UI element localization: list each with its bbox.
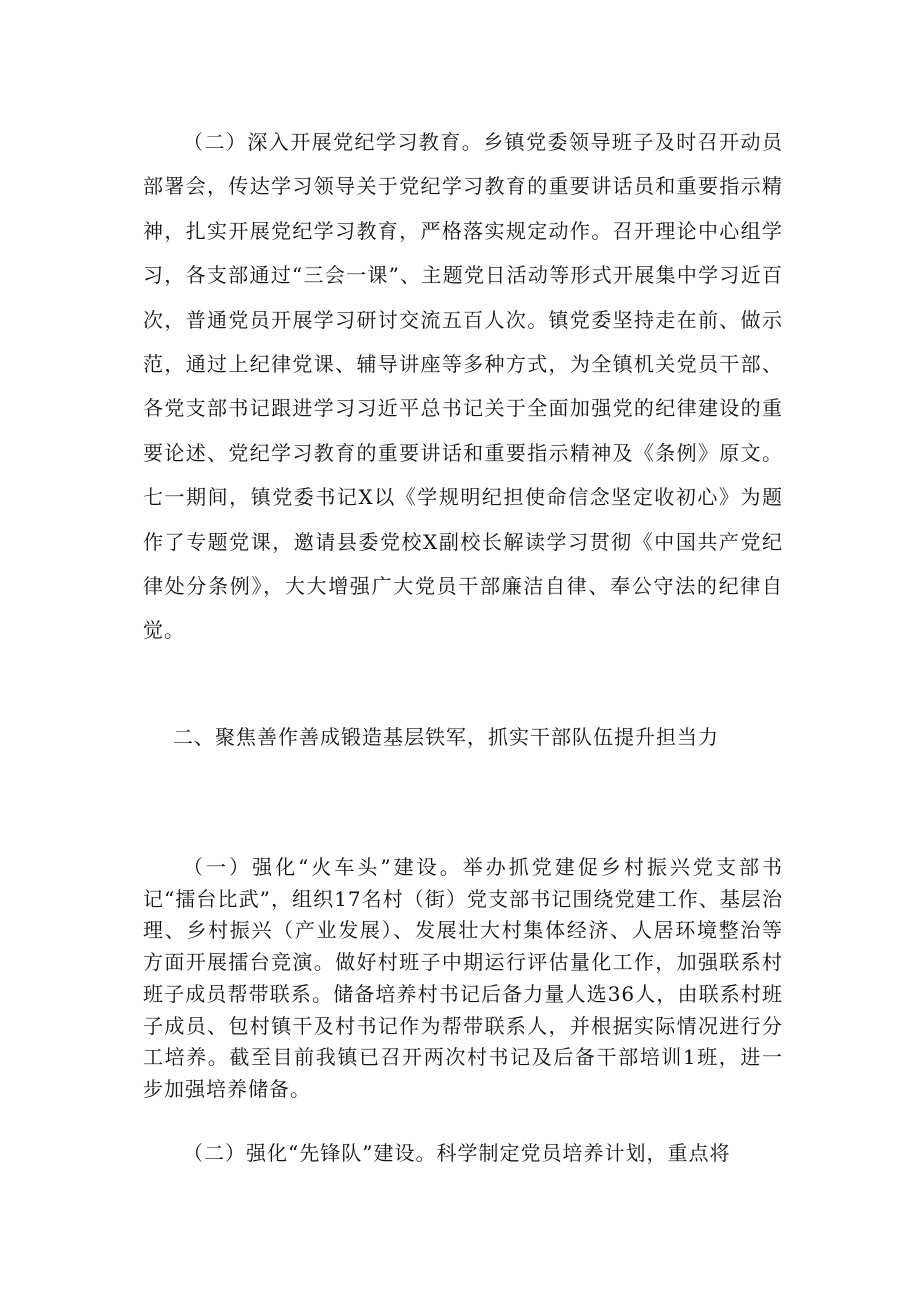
body-paragraph-locomotive-building: （一）强化“火车头”建设。举办抓党建促乡村振兴党支部书记“擂台比武”，组织17名村（街）党支部书记围绕党建工作、基层治理、乡村振兴（产业发展）、发展壮大村集体经济、人居环境整治等方面开展擂台竞演。做好村班子中期运行评估量化工作，加强联系村班子成员帮带联系。储备培养村书记后备力量人选36人，由联系村班子成员、包村镇干及村书记作为帮带联系人，并根据实际情况进行分工培养。截至目前我镇已召开两次村书记及后备干部培训1班，进一步加强培养储备。: [143, 855, 783, 1101]
body-paragraph-vanguard-building: （二）强化“先锋队”建设。科学制定党员培养计划，重点将: [183, 1141, 731, 1165]
section-heading: 二、聚焦善作善成锻造基层铁军，抓实干部队伍提升担当力: [173, 725, 719, 749]
body-paragraph-party-discipline-education: （二）深入开展党纪学习教育。乡镇党委领导班子及时召开动员部署会，传达学习领导关于党纪学习教育的重要讲话员和重要指示精神，扎实开展党纪学习教育，严格落实规定动作。召开理论中心组学习，各支部通过“三会一课”、主题党日活动等形式开展集中学习近百次，普通党员开展学习研讨交流五百人次。镇党委坚持走在前、做示范，通过上纪律党课、辅导讲座等多种方式，为全镇机关党员干部、各党支部书记跟进学习习近平总书记关于全面加强党的纪律建设的重要论述、党纪学习教育的重要讲话和重要指示精神及《条例》原文。七一期间，镇党委书记X以《学规明纪担使命信念坚定收初心》为题作了专题党课，邀请县委党校X副校长解读学习贯彻《中国共产党纪律处分条例》，大大增强广大党员干部廉洁自律、奉公守法的纪律自觉。: [143, 130, 783, 643]
